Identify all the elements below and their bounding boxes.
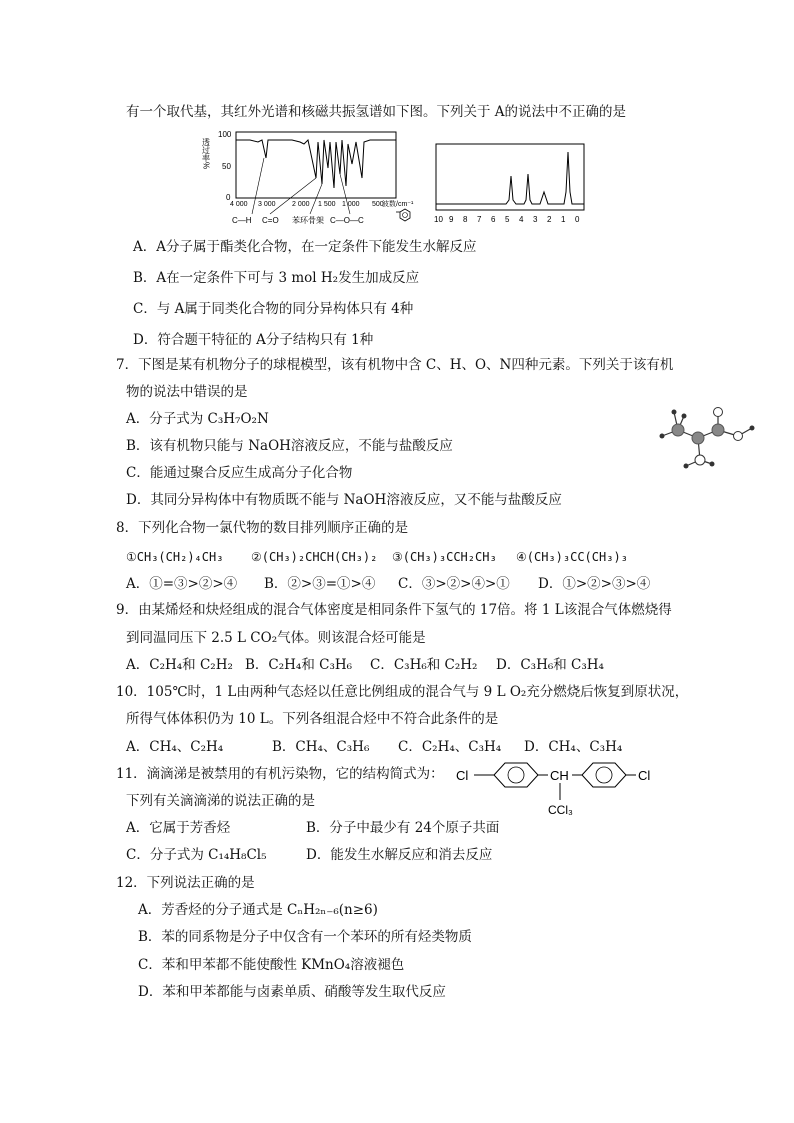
- q7-option-d: D．其同分异构体中有物质既不能与 NaOH溶液反应，又不能与盐酸反应: [126, 492, 562, 508]
- q10-option-b: B．CH₄、C₃H₆: [272, 739, 370, 755]
- q7-stem-line2: 物的说法中错误的是: [126, 384, 248, 400]
- svg-text:6: 6: [491, 215, 496, 224]
- svg-text:1 000: 1 000: [342, 201, 360, 208]
- ir-ytick-50: 50: [222, 162, 231, 171]
- ddt-cl-left: Cl: [456, 768, 469, 783]
- q10-option-c: C．C₂H₄、C₃H₄: [398, 739, 502, 755]
- svg-text:1: 1: [561, 215, 566, 224]
- nmr-spectrum-figure: [432, 142, 588, 230]
- q7-option-b: B．该有机物只能与 NaOH溶液反应，不能与盐酸反应: [126, 438, 453, 454]
- q9-stem-line1: 9．由某烯烃和炔烃组成的混合气体密度是相同条件下氢气的 17倍。将 1 L该混合气体燃烧得: [116, 602, 672, 618]
- svg-text:4 000: 4 000: [230, 201, 248, 208]
- q10-stem-line2: 所得气体体积仍为 10 L。下列各组混合烃中不符合此条件的是: [126, 711, 499, 727]
- q6-option-a: A．A分子属于酯类化合物，在一定条件下能发生水解反应: [133, 239, 477, 255]
- svg-text:9: 9: [449, 215, 454, 224]
- svg-text:5: 5: [505, 215, 510, 224]
- q12-stem: 12．下列说法正确的是: [116, 875, 255, 891]
- svg-text:3: 3: [533, 215, 538, 224]
- svg-text:波数/cm⁻¹: 波数/cm⁻¹: [382, 201, 414, 208]
- q10-stem-line1: 10．105℃时，1 L由两种气态烃以任意比例组成的混合气与 9 L O₂充分燃烧后恢复到原状况，: [116, 684, 689, 700]
- q11-stem-line1: 11．滴滴涕是被禁用的有机污染物，它的结构简式为：: [116, 766, 444, 782]
- ir-spectrum-figure: [200, 128, 422, 228]
- q8-compound-2: ②(CH₃)₂CHCH(CH₃)₂: [251, 550, 378, 564]
- q12-option-a: A．芳香烃的分子通式是 CₙH₂ₙ₋₆(n≥6): [138, 902, 378, 918]
- svg-text:0: 0: [575, 215, 580, 224]
- svg-text:8: 8: [463, 215, 468, 224]
- q6-stem: 有一个取代基，其红外光谱和核磁共振氢谱如下图。下列关于 A的说法中不正确的是: [126, 104, 627, 120]
- q8-stem: 8．下列化合物一氯代物的数目排列顺序正确的是: [116, 520, 409, 536]
- svg-text:2 000: 2 000: [292, 201, 310, 208]
- q8-option-b: B．②>③=①>④: [264, 576, 376, 592]
- svg-text:3 000: 3 000: [258, 201, 276, 208]
- q12-option-b: B．苯的同系物是分子中仅含有一个苯环的所有烃类物质: [138, 929, 472, 945]
- q11-stem-line2: 下列有关滴滴涕的说法正确的是: [126, 793, 315, 809]
- svg-text:1 500: 1 500: [318, 201, 336, 208]
- ir-label-coc: C—O—C: [330, 216, 364, 225]
- q7-option-c: C．能通过聚合反应生成高分子化合物: [126, 465, 353, 481]
- q12-option-c: C．苯和甲苯都不能使酸性 KMnO₄溶液褪色: [138, 957, 405, 973]
- q12-option-d: D．苯和甲苯都能与卤素单质、硝酸等发生取代反应: [138, 984, 446, 1000]
- q7-option-a: A．分子式为 C₃H₇O₂N: [126, 411, 269, 427]
- ddt-cl-right: Cl: [638, 768, 651, 783]
- q9-option-d: D．C₃H₆和 C₃H₄: [496, 657, 604, 673]
- q7-stem-line1: 7．下图是某有机物分子的球棍模型，该有机物中含 C、H、O、N四种元素。下列关于该有机: [116, 357, 674, 373]
- q6-option-d: D．符合题干特征的 A分子结构只有 1种: [133, 332, 374, 348]
- benzene-icon: [400, 209, 410, 221]
- q6-option-b: B．A在一定条件下可与 3 mol H₂发生加成反应: [133, 270, 420, 286]
- ir-label-ch: C—H: [232, 216, 252, 225]
- ir-label-benzene: 苯环骨架: [292, 216, 324, 225]
- q11-option-c: C．分子式为 C₁₄H₈Cl₅: [126, 847, 267, 863]
- ir-ylabel: 透过率%: [201, 138, 211, 170]
- ddt-structure-figure: [450, 760, 660, 822]
- ddt-ch: CH: [550, 768, 569, 783]
- ddt-ccl3: CCl₃: [548, 803, 573, 817]
- q8-compound-1: ①CH₃(CH₂)₄CH₃: [126, 550, 224, 564]
- q11-option-a: A．它属于芳香烃: [126, 820, 231, 836]
- q9-stem-line2: 到同温同压下 2.5 L CO₂气体。则该混合烃可能是: [126, 630, 426, 646]
- svg-text:2: 2: [547, 215, 552, 224]
- svg-text:10: 10: [434, 215, 443, 224]
- svg-text:7: 7: [477, 215, 482, 224]
- q9-option-a: A．C₂H₄和 C₂H₂: [126, 657, 233, 673]
- q11-option-b: B．分子中最少有 24个原子共面: [306, 820, 500, 836]
- ball-stick-model-figure: [650, 404, 760, 476]
- q11-option-d: D．能发生水解反应和消去反应: [306, 847, 493, 863]
- q9-option-c: C．C₃H₆和 C₂H₂: [370, 657, 478, 673]
- q8-option-c: C．③>②>④>①: [398, 576, 510, 592]
- q8-compound-4: ④(CH₃)₃CC(CH₃)₃: [516, 550, 628, 564]
- q8-compound-3: ③(CH₃)₃CCH₂CH₃: [392, 550, 497, 564]
- q9-option-b: B．C₂H₄和 C₃H₆: [245, 657, 353, 673]
- q10-option-d: D．CH₄、C₃H₄: [524, 739, 623, 755]
- ir-label-co: C=O: [262, 216, 279, 225]
- q8-option-a: A．①=③>②>④: [126, 576, 238, 592]
- svg-text:4: 4: [519, 215, 524, 224]
- ir-ytick-0: 0: [226, 193, 231, 202]
- svg-text:500: 500: [372, 201, 384, 208]
- q10-option-a: A．CH₄、C₂H₄: [126, 739, 224, 755]
- q6-option-c: C．与 A属于同类化合物的同分异构体只有 4种: [133, 301, 414, 317]
- ir-ytick-100: 100: [218, 130, 232, 139]
- q8-option-d: D．①>②>③>④: [538, 576, 651, 592]
